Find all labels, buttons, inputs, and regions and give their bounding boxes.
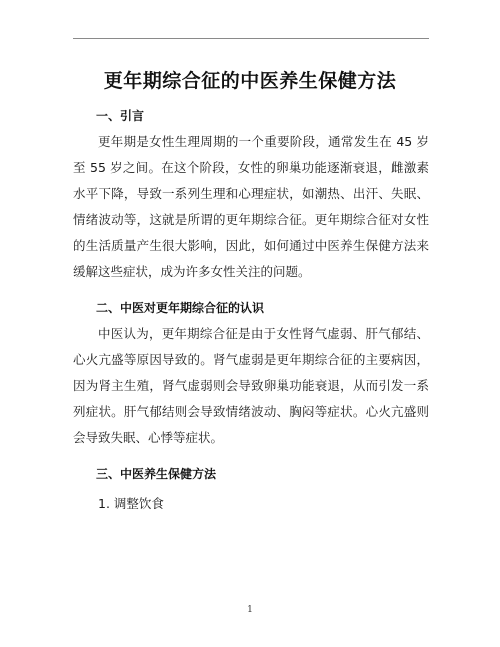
section-heading-introduction: 一、引言 — [96, 109, 145, 123]
introduction-paragraph: 更年期是女性生理周期的一个重要阶段，通常发生在 45 岁至 55 岁之间。在这个阶段，女性的卵巢功能逐渐衰退，雌激素水平下降，导致一系列生理和心理症状，如潮热、出汗、失眠、情绪波动等，这就是所谓的更年期综合征。更年期综合征对女性的生活质量产生很大影响，因此，如何通过中医养生保健方法来缓解这些症状，成为许多女性关注的问题。 — [73, 134, 429, 279]
section-heading-tcm-understanding: 二、中医对更年期综合征的认识 — [96, 301, 265, 315]
page-number: 1 — [247, 605, 253, 615]
tcm-understanding-paragraph: 中医认为，更年期综合征是由于女性肾气虚弱、肝气郁结、心火亢盛等原因导致的。肾气虚弱是更年期综合征的主要病因，因为肾主生殖，肾气虚弱则会导致卵巢功能衰退，从而引发一系列症状。肝气郁结则会导致情绪波动、胸闷等症状。心火亢盛则会导致失眠、心悸等症状。 — [73, 326, 429, 445]
list-item-diet: 1. 调整饮食 — [98, 496, 164, 511]
document-title: 更年期综合征的中医养生保健方法 — [103, 70, 397, 92]
header-rule — [73, 38, 429, 39]
section-spacer — [73, 451, 429, 461]
section-heading-health-methods: 三、中医养生保健方法 — [96, 467, 217, 481]
document-body — [73, 103, 429, 517]
section-spacer — [73, 285, 429, 295]
